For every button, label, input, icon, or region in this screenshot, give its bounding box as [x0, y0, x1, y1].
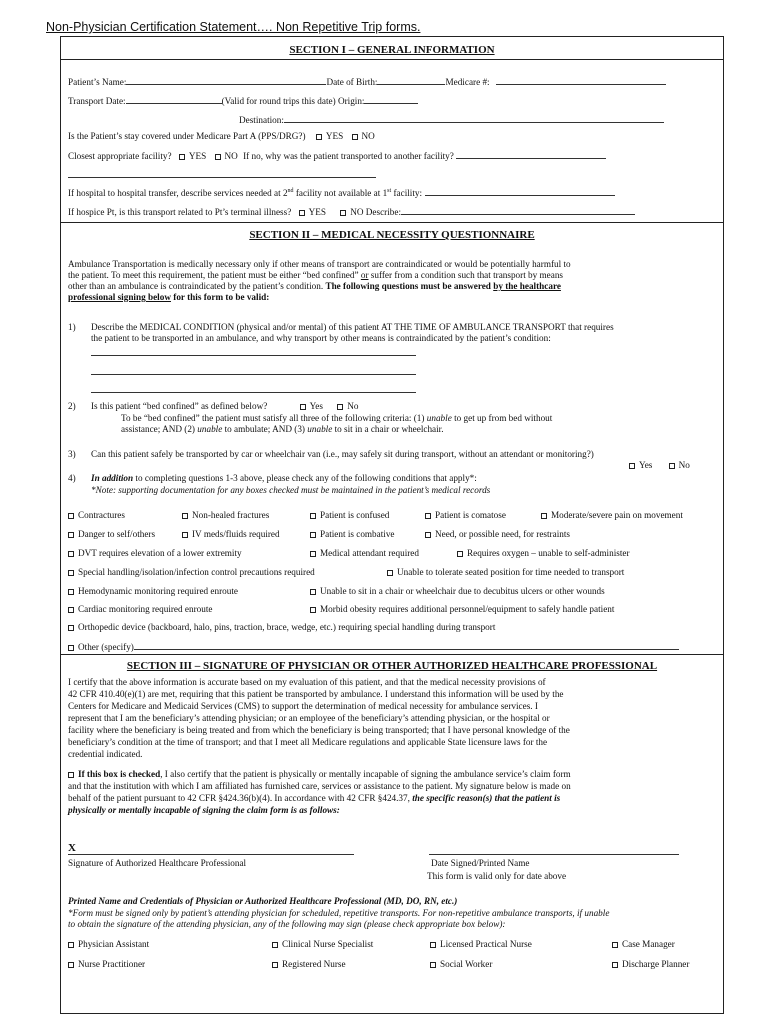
condition-obesity[interactable]: Morbid obesity requires additional personnel/equipment to safely handle patient	[310, 604, 614, 614]
destination-label: Destination:	[239, 115, 284, 125]
hospice-yes-checkbox[interactable]	[299, 210, 305, 216]
q2-criteria-1: To be “bed confined” the patient must satisfy all three of the following criteria: (1) unable to get up from bed without	[121, 413, 553, 423]
condition-other[interactable]: Other (specify)	[68, 640, 679, 652]
q2-question: Is this patient “bed confined” as defined below?	[91, 401, 268, 411]
section-1-title: SECTION I – GENERAL INFORMATION	[289, 44, 495, 56]
printed-name-label: Printed Name and Credentials of Physician or Authorized Healthcare Professional (MD, DO, RN, etc.)	[68, 896, 458, 906]
incapable-checkbox[interactable]	[68, 772, 74, 778]
checkbox[interactable]	[425, 532, 431, 538]
destination-field[interactable]	[284, 113, 664, 123]
condition-seated[interactable]: Unable to tolerate seated position for time needed to transport	[387, 567, 624, 577]
medicare-field[interactable]	[496, 75, 666, 85]
patient-name-row	[68, 75, 666, 87]
certification-form	[60, 36, 724, 1014]
condition-danger[interactable]: Danger to self/others	[68, 529, 155, 539]
role-registered-nurse[interactable]: Registered Nurse	[272, 959, 346, 969]
checkbox[interactable]	[68, 942, 74, 948]
checkbox[interactable]	[387, 570, 393, 576]
checkbox[interactable]	[68, 551, 74, 557]
q3-number: 3)	[68, 449, 76, 459]
signature-line[interactable]	[68, 854, 354, 855]
role-physician-assistant[interactable]: Physician Assistant	[68, 939, 149, 949]
cert-line-5: facility where the beneficiary is being treated and from which the beneficiary is being transported; that I have personal knowledge of the	[68, 725, 570, 735]
transport-date-label: Transport Date:	[68, 96, 126, 106]
checkbox[interactable]	[425, 513, 431, 519]
hospice-no-checkbox[interactable]	[340, 210, 346, 216]
transport-date-field[interactable]	[126, 94, 222, 104]
hospice-question: If hospice Pt, is this transport related to Pt’s terminal illness?	[68, 207, 292, 217]
checkbox[interactable]	[68, 645, 74, 651]
document-title: Non-Physician Certification Statement…. Non Repetitive Trip forms.	[46, 20, 421, 34]
condition-comatose[interactable]: Patient is comatose	[425, 510, 506, 520]
closest-no-label: NO	[224, 151, 238, 161]
patient-name-label: Patient’s Name:	[68, 77, 127, 87]
signer-note-2: to obtain the signature of the attending physician, any of the following may sign (please check appropriate box below):	[68, 919, 506, 929]
checkbox[interactable]	[182, 532, 188, 538]
checkbox[interactable]	[612, 942, 618, 948]
condition-confused[interactable]: Patient is confused	[310, 510, 389, 520]
dob-field[interactable]	[377, 75, 445, 85]
q1-number: 1)	[68, 322, 76, 332]
checkbox[interactable]	[68, 589, 74, 595]
q2-no-label: No	[347, 401, 359, 411]
q1-text-1: Describe the MEDICAL CONDITION (physical and/or mental) of this patient AT THE TIME OF AMBULANCE TRANSPORT that requires	[91, 322, 614, 332]
valid-only-note: This form is valid only for date above	[427, 871, 567, 881]
q2-yes-checkbox[interactable]	[300, 404, 306, 410]
condition-hemodynamic[interactable]: Hemodynamic monitoring required enroute	[68, 586, 238, 596]
section-3-title: SECTION III – SIGNATURE OF PHYSICIAN OR OTHER AUTHORIZED HEALTHCARE PROFESSIONAL	[126, 660, 658, 672]
q3-yes-label: Yes	[639, 460, 653, 470]
intro-line-1: Ambulance Transportation is medically necessary only if other means of transport are contraindicated or would be potentially harmful to	[68, 259, 571, 269]
incapable-line-2: and that the institution with which I am affiliated has furnished care, services or assistance to the patient. My signature below is made on	[68, 781, 571, 791]
date-signed-label: Date Signed/Printed Name	[431, 858, 530, 868]
condition-restraints[interactable]: Need, or possible need, for restraints	[425, 529, 570, 539]
part-a-no-label: NO	[361, 131, 375, 141]
part-a-row	[68, 131, 375, 141]
q2-row	[91, 401, 359, 411]
checkbox[interactable]	[182, 513, 188, 519]
q1-answer-line[interactable]	[91, 392, 416, 393]
date-signed-line[interactable]	[429, 854, 679, 855]
cert-line-4: represent that I am the beneficiary’s attending physician; or an employee of the beneficiary’s attending physician, or the hospital or	[68, 713, 550, 723]
other-specify-field[interactable]	[134, 640, 679, 650]
q3-no-label: No	[678, 460, 690, 470]
checkbox[interactable]	[310, 551, 316, 557]
cert-line-1: I certify that the above information is accurate based on my evaluation of this patient, and that the medical necessity provisions of	[68, 677, 546, 687]
q3-answers	[629, 460, 690, 470]
divider	[61, 59, 723, 60]
checkbox[interactable]	[272, 942, 278, 948]
intro-line-2: the patient. To meet this requirement, the patient must be either “bed confined” or suffer from a condition such that transport by means	[68, 270, 564, 280]
role-clinical-nurse-specialist[interactable]: Clinical Nurse Specialist	[272, 939, 373, 949]
incapable-line-3: behalf of the patient pursuant to 42 CFR §424.36(b)(4). In accordance with 42 CFR §424.37, the specific reason(s) that the patient is	[68, 793, 561, 803]
q1-answer-line[interactable]	[91, 355, 416, 356]
checkbox[interactable]	[68, 513, 74, 519]
incapable-line-4: physically or mentally incapable of signing the claim form is as follows:	[68, 805, 340, 815]
role-case-manager[interactable]: Case Manager	[612, 939, 675, 949]
dob-label: Date of Birth:	[326, 77, 378, 87]
part-a-question: Is the Patient’s stay covered under Medicare Part A (PPS/DRG?)	[68, 131, 306, 141]
q3-no-checkbox[interactable]	[669, 463, 675, 469]
q2-criteria-2: assistance; AND (2) unable to ambulate; AND (3) unable to sit in a chair or wheelchair.	[121, 424, 444, 434]
q2-no-checkbox[interactable]	[337, 404, 343, 410]
h2h-label: If hospital to hospital transfer, describe services needed at 2nd facility not available at 1st facility:	[68, 187, 423, 198]
condition-oxygen[interactable]: Requires oxygen – unable to self-administer	[457, 548, 630, 558]
role-lpn[interactable]: Licensed Practical Nurse	[430, 939, 532, 949]
checkbox[interactable]	[68, 625, 74, 631]
medicare-label: Medicare #:	[445, 77, 490, 87]
hospice-yes-label: YES	[308, 207, 326, 217]
q3-yes-checkbox[interactable]	[629, 463, 635, 469]
closest-yes-checkbox[interactable]	[179, 154, 185, 160]
part-a-yes-label: YES	[325, 131, 344, 141]
condition-contractures[interactable]: Contractures	[68, 510, 125, 520]
h2h-field[interactable]	[425, 186, 615, 196]
checkbox[interactable]	[272, 962, 278, 968]
hospice-row	[68, 205, 635, 217]
q4-text: In addition to completing questions 1-3 above, please check any of the following conditions that apply*:	[91, 473, 477, 483]
role-social-worker[interactable]: Social Worker	[430, 959, 492, 969]
part-a-yes-checkbox[interactable]	[316, 134, 322, 140]
condition-nonhealed[interactable]: Non-healed fractures	[182, 510, 269, 520]
q4-number: 4)	[68, 473, 76, 483]
checkbox[interactable]	[310, 513, 316, 519]
signature-x-mark: X	[68, 842, 76, 854]
q2-yes-label: Yes	[309, 401, 323, 411]
checkbox[interactable]	[541, 513, 547, 519]
role-discharge-planner[interactable]: Discharge Planner	[612, 959, 689, 969]
cert-line-6: beneficiary’s condition at the time of transport; and that I meet all Medicare regulations and applicable State licensure laws for the	[68, 737, 548, 747]
h2h-row	[68, 186, 615, 198]
hospice-describe-field[interactable]	[401, 205, 635, 215]
checkbox[interactable]	[430, 942, 436, 948]
checkbox[interactable]	[310, 532, 316, 538]
if-no-field[interactable]	[456, 149, 606, 159]
checkbox[interactable]	[310, 607, 316, 613]
cert-line-3: Centers for Medicare and Medicaid Services (CMS) to support the determination of medical necessity for ambulance services. I	[68, 701, 538, 711]
q1-text-2: the patient to be transported in an ambulance, and why transport by other means is contraindicated by the patient’s condition:	[91, 333, 551, 343]
checkbox[interactable]	[457, 551, 463, 557]
destination-row	[239, 113, 664, 125]
signature-label: Signature of Authorized Healthcare Professional	[68, 858, 247, 868]
hospice-no-describe-label: NO Describe:	[350, 207, 402, 217]
if-no-continuation-line[interactable]	[68, 177, 376, 178]
condition-attendant[interactable]: Medical attendant required	[310, 548, 419, 558]
condition-cardiac[interactable]: Cardiac monitoring required enroute	[68, 604, 212, 614]
q2-number: 2)	[68, 401, 76, 411]
condition-combative[interactable]: Patient is combative	[310, 529, 395, 539]
condition-special-handling[interactable]: Special handling/isolation/infection control precautions required	[68, 567, 315, 577]
condition-dvt[interactable]: DVT requires elevation of a lower extremity	[68, 548, 242, 558]
patient-name-field[interactable]	[126, 75, 326, 85]
transport-date-row	[68, 94, 418, 106]
checkbox[interactable]	[310, 589, 316, 595]
origin-field[interactable]	[364, 94, 418, 104]
q3-question: Can this patient safely be transported by car or wheelchair van (i.e., may safely sit during transport, without an attendant or monitoring?)	[91, 449, 594, 459]
checkbox[interactable]	[68, 607, 74, 613]
signer-note-1: *Form must be signed only by patient’s attending physician for scheduled, repetitive transports. For non-repetitive ambulance transports, if unable	[68, 908, 610, 918]
condition-iv[interactable]: IV meds/fluids required	[182, 529, 280, 539]
cert-line-2: 42 CFR 410.40(e)(1) are met, requiring that this patient be transported by ambulance. I understand this information will be used by the	[68, 689, 564, 699]
intro-line-3: other than an ambulance is contraindicated by the patient’s condition. The following questions must be answered by the healthcare	[68, 281, 561, 291]
checkbox[interactable]	[612, 962, 618, 968]
role-nurse-practitioner[interactable]: Nurse Practitioner	[68, 959, 145, 969]
q4-note: *Note: supporting documentation for any boxes checked must be maintained in the patient’s medical records	[91, 485, 491, 495]
divider	[61, 654, 723, 655]
section-2-title: SECTION II – MEDICAL NECESSITY QUESTIONNAIRE	[249, 229, 535, 241]
closest-question: Closest appropriate facility?	[68, 151, 172, 161]
condition-pain[interactable]: Moderate/severe pain on movement	[541, 510, 683, 520]
cert-line-7: credential indicated.	[68, 749, 143, 759]
checkbox[interactable]	[68, 962, 74, 968]
q1-answer-line[interactable]	[91, 374, 416, 375]
if-no-question: If no, why was the patient transported to another facility?	[243, 151, 454, 161]
closest-yes-label: YES	[188, 151, 207, 161]
checkbox[interactable]	[68, 532, 74, 538]
checkbox[interactable]	[430, 962, 436, 968]
incapable-line-1: If this box is checked, I also certify that the patient is physically or mentally incapable of signing the ambulance service’s claim form	[68, 769, 571, 779]
closest-row	[68, 149, 606, 161]
part-a-no-checkbox[interactable]	[352, 134, 358, 140]
condition-decubitus[interactable]: Unable to sit in a chair or wheelchair due to decubitus ulcers or other wounds	[310, 586, 605, 596]
intro-line-4: professional signing below for this form to be valid:	[68, 292, 270, 302]
origin-label: (Valid for round trips this date) Origin:	[221, 96, 365, 106]
checkbox[interactable]	[68, 570, 74, 576]
condition-orthopedic[interactable]: Orthopedic device (backboard, halo, pins, traction, brace, wedge, etc.) requiring special handling during transport	[68, 622, 495, 632]
divider	[61, 222, 723, 223]
closest-no-checkbox[interactable]	[215, 154, 221, 160]
